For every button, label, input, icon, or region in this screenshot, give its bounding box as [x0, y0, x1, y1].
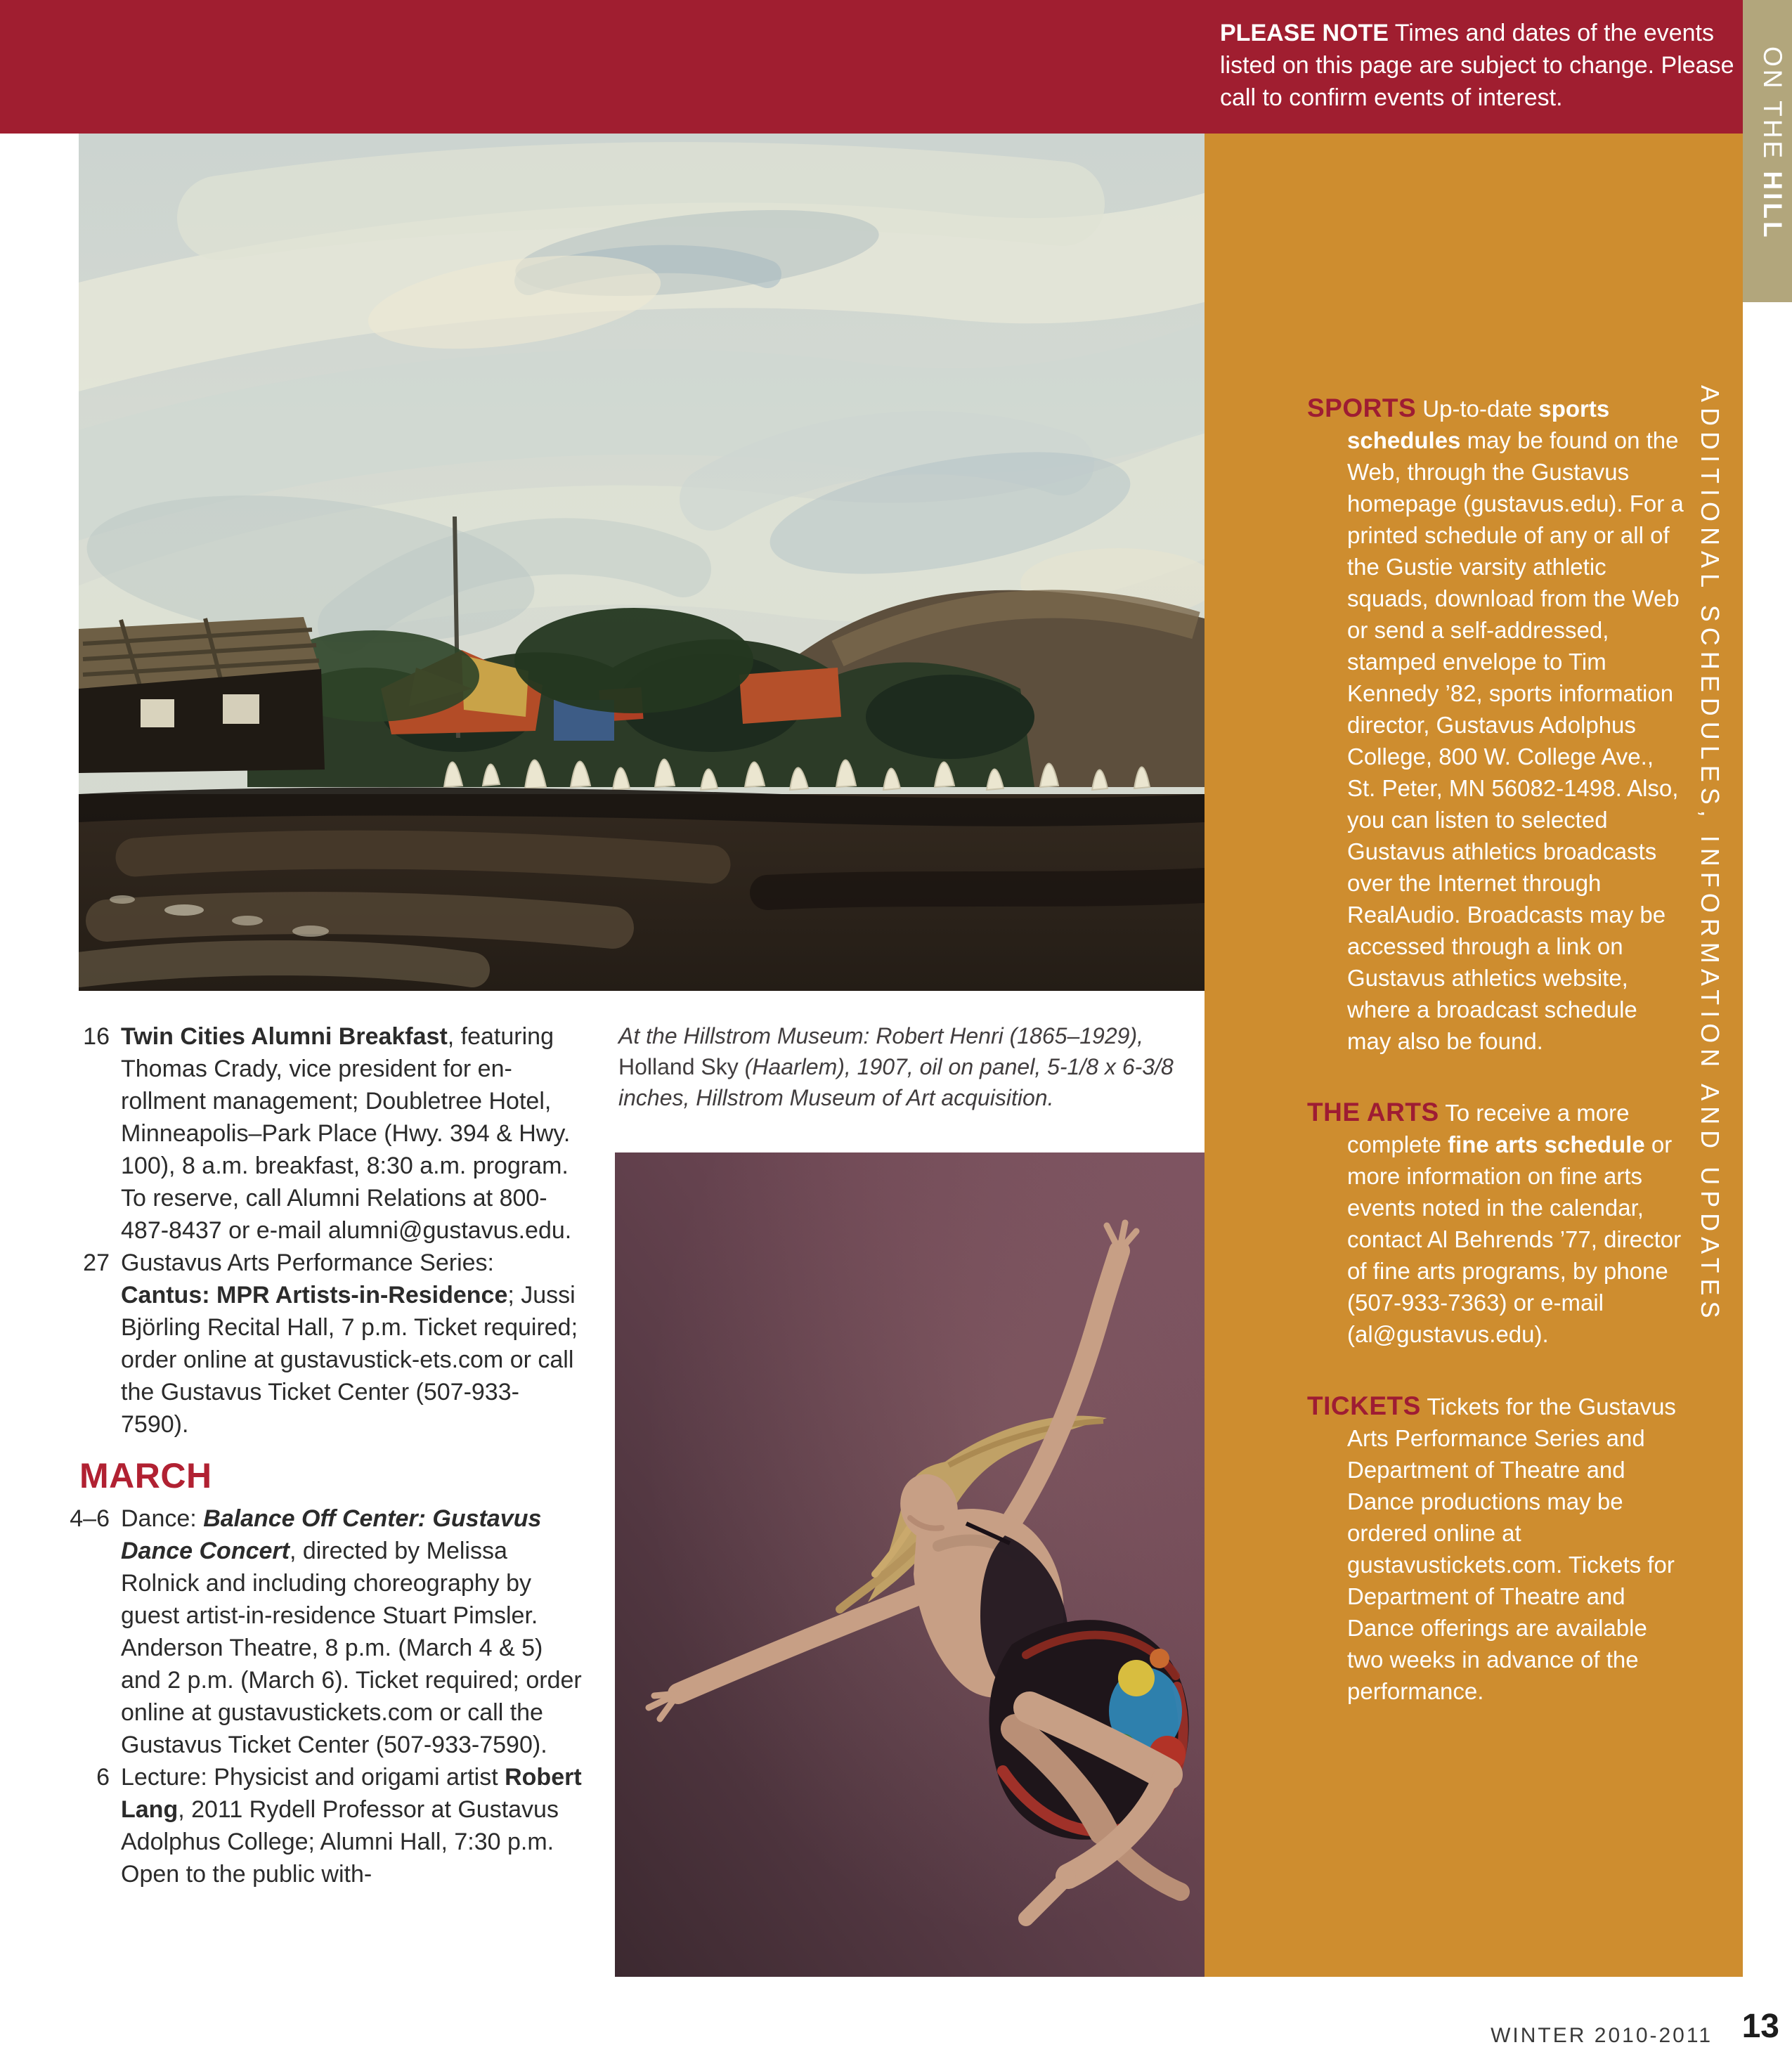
event-calendar — [63, 1020, 590, 1890]
event-date: 27 — [83, 1249, 110, 1276]
sports-heading: SPORTS — [1307, 394, 1417, 422]
event-item-27 — [63, 1247, 590, 1441]
footer-page-number: 13 — [1741, 2008, 1779, 2045]
section-sports — [1307, 392, 1687, 1057]
event-item-16 — [63, 1020, 590, 1247]
dancer-art — [615, 1152, 1205, 1977]
sidebar-vertical-label: ADDITIONAL SCHEDULES, INFORMATION AND UPDATES — [1696, 385, 1725, 1324]
notice-text — [1220, 17, 1746, 114]
sports-body: Up-to-date sports schedules may be found on the Web, through the Gustavus homepage (gustavus.edu). For a printed schedule of any or all of the Gustie varsity athletic squads, download from the Web or send a self-addressed, stamped envelope to Tim Kennedy ’82, sports information director, Gustavus Adolphus College, 800 W. College Ave., St. Peter, MN 56082-1498. Also, you can listen to selected Gustavus athletics broadcasts over the Internet through RealAudio. Broadcasts may be accessed through a link on Gustavus athletics website, where a broadcast schedule may also be found. — [1347, 396, 1684, 1054]
event-date: 16 — [83, 1023, 110, 1050]
tab-label-regular: ON THE — [1758, 46, 1787, 171]
section-the-arts — [1307, 1096, 1687, 1350]
notice-banner — [0, 0, 1743, 134]
section-tickets — [1307, 1390, 1687, 1707]
footer-issue: WINTER 2010-2011 — [1491, 2024, 1713, 2047]
on-the-hill-vertical-label — [1748, 46, 1787, 299]
notice-body: Times and dates of the events listed on this page are subject to change. Please call to confirm events of interest. — [1220, 20, 1734, 111]
painting-art — [79, 134, 1205, 991]
event-item-6 — [63, 1761, 590, 1890]
museum-caption: At the Hillstrom Museum: Robert Henri (1865–1929), Holland Sky (Haarlem), 1907, oil on panel, 5-1/8 x 6-3/8 inches, Hillstrom Museum of Art acquisition. — [618, 1023, 1174, 1110]
info-column — [1205, 134, 1743, 1977]
notice-label: PLEASE NOTE — [1220, 20, 1389, 46]
event-text: Lecture: Physicist and origami artist Robert Lang, 2011 Rydell Professor at Gustavus Adolphus College; Alumni Hall, 7:30 p.m. Open to the public with- — [121, 1764, 582, 1888]
arts-body: To receive a more complete fine arts schedule or more information on fine arts events noted in the calendar, contact Al Behrends ’77, director of fine arts programs, by phone (507-933-7363) or e-mail (al@gustavus.edu). — [1347, 1100, 1682, 1347]
event-date: 4–6 — [70, 1505, 110, 1532]
tickets-body: Tickets for the Gustavus Arts Performance Series and Department of Theatre and Dance productions may be ordered online at gustavustickets.com. Tickets for Department of Theatre and Dance offerings are available two weeks in advance of the performance. — [1347, 1394, 1676, 1704]
march-heading: MARCH — [79, 1456, 212, 1495]
event-date: 6 — [96, 1764, 110, 1791]
painting-image — [79, 134, 1205, 991]
event-item-4-6 — [63, 1502, 590, 1761]
arts-heading: THE ARTS — [1307, 1098, 1439, 1126]
dancer-photo — [615, 1152, 1205, 1977]
event-text: Dance: Balance Off Center: Gustavus Dance Concert, directed by Melissa Rolnick and including choreography by guest artist-in-residence Stuart Pimsler. Anderson Theatre, 8 p.m. (March 4 & 5) and 2 p.m. (March 6). Ticket required; order online at gustavustickets.com or call the Gustavus Ticket Center (507-933-7590). — [121, 1505, 582, 1758]
event-text: Twin Cities Alumni Breakfast, featuring Thomas Crady, vice president for en-rollment management; Doubletree Hotel, Minneapolis–Park Place (Hwy. 394 & Hwy. 100), 8 a.m. breakfast, 8:30 a.m. program. To reserve, call Alumni Relations at 800-487-8437 or e-mail alumni@gustavus.edu. — [121, 1023, 572, 1244]
tab-label-bold: HILL — [1758, 171, 1787, 240]
tickets-heading: TICKETS — [1307, 1391, 1421, 1420]
event-text: Gustavus Arts Performance Series: Cantus: MPR Artists-in-Residence; Jussi Björling Recital Hall, 7 p.m. Ticket required; order online at gustavustick-ets.com or call the Gustavus Ticket Center (507-933-7590). — [121, 1249, 578, 1438]
